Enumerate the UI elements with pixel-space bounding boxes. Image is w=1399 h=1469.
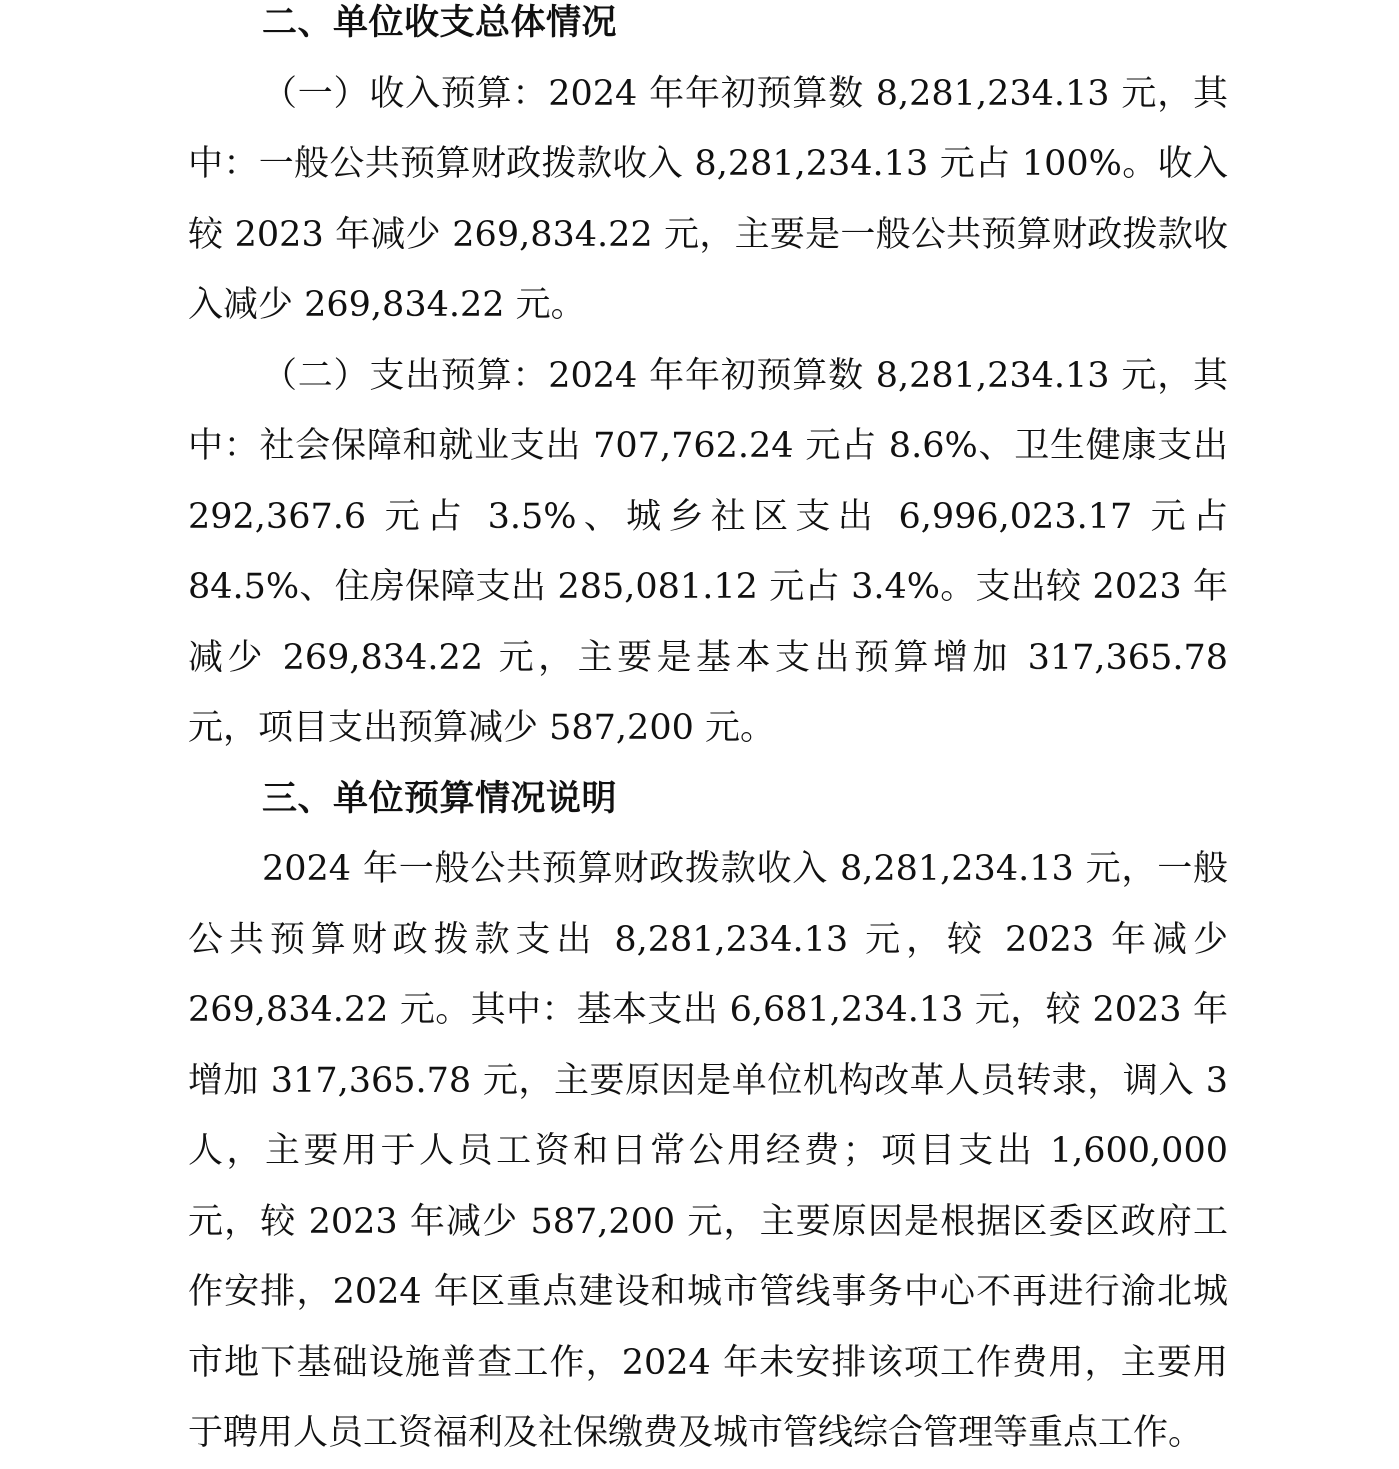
- document-page: [188, 0, 1228, 1469]
- section-heading-overall: 二、单位收支总体情况: [262, 3, 618, 43]
- expenditure-budget-paragraph: （二）支出预算：2024 年年初预算数 8,281,234.13 元，其中：社会保障和就业支出 707,762.24 元占 8.6%、卫生健康支出 292,367.6 元占 3.5%、城乡社区支出 6,996,023.17 元占 84.5%、住房保障支出 285,081.12 元占 3.4%。支出较 2023 年减少 269,834.22 元，主要是基本支出预算增加 317,365.78 元，项目支出预算减少 587,200 元。: [188, 355, 1228, 748]
- income-budget-paragraph: （一）收入预算：2024 年年初预算数 8,281,234.13 元，其中：一般公共预算财政拨款收入 8,281,234.13 元占 100%。收入较 2023 年减少 269,834.22 元，主要是一般公共预算财政拨款收入减少 269,834.22 元。: [188, 73, 1228, 325]
- section-heading-budget-explanation: 三、单位预算情况说明: [262, 778, 618, 819]
- budget-explanation-paragraph: 2024 年一般公共预算财政拨款收入 8,281,234.13 元，一般公共预算财政拨款支出 8,281,234.13 元，较 2023 年减少 269,834.22 元。其中：基本支出 6,681,234.13 元，较 2023 年增加 317,365.78 元，主要原因是单位机构改革人员转隶，调入 3 人，主要用于人员工资和日常公用经费；项目支出 1,600,000 元，较 2023 年减少 587,200 元，主要原因是根据区委区政府工作安排，2024 年区重点建设和城市管线事务中心不再进行渝北城市地下基础设施普查工作，2024 年未安排该项工作费用，主要用于聘用人员工资福利及社保缴费及城市管线综合管理等重点工作。: [188, 849, 1228, 1453]
